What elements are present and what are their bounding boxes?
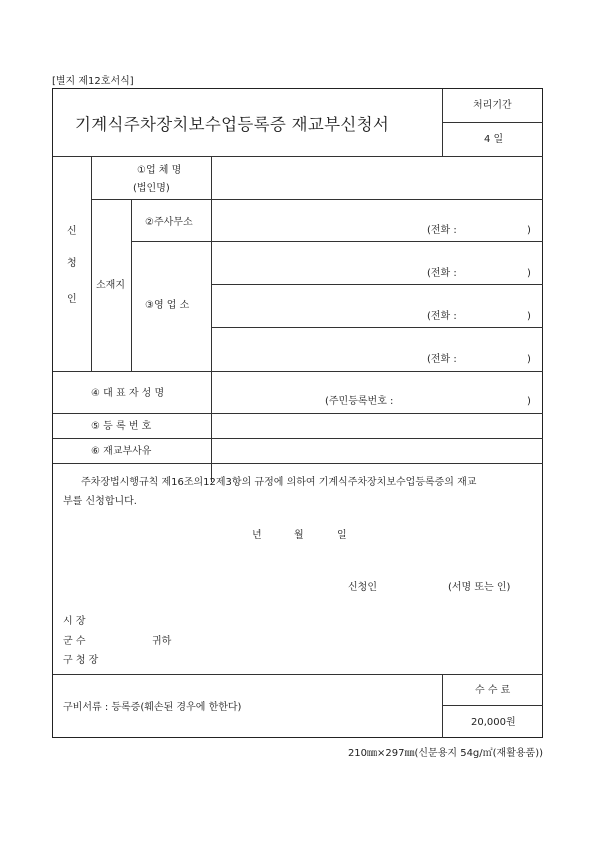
divider [211,284,543,285]
form-number-label: [별지 제12호서식] [52,76,134,87]
business-office-phone-2-close: ) [527,311,531,322]
business-office-label: ③영 업 소 [145,300,190,311]
addressee-mayor: 시 장 [63,616,86,627]
sign-or-seal-label: (서명 또는 인) [448,582,511,593]
addressee-honorific: 귀하 [152,636,172,647]
applicant-signature-label: 신청인 [348,582,377,593]
processing-period-value: 4 일 [484,134,504,145]
required-documents: 구비서류 : 등록증(훼손된 경우에 한한다) [63,702,242,713]
divider [211,156,212,482]
business-office-phone-3-close: ) [527,354,531,365]
application-form [52,88,543,738]
divider [442,122,543,123]
application-statement-line-2: 부를 신청합니다. [63,496,137,507]
paper-spec-footer: 210㎜×297㎜(신문용지 54g/㎡(재활용품)) [347,748,543,759]
divider [442,705,543,706]
reissue-reason-label: ⑥ 재교부사유 [91,446,152,457]
applicant-label-3: 인 [67,294,77,305]
date-month-label: 월 [294,530,304,541]
divider [91,199,543,200]
business-office-phone-1: (전화 : [427,268,457,279]
date-year-label: 년 [252,530,262,541]
resident-id-label: (주민등록번호 : [325,396,394,407]
addressee-district-head: 구 청 장 [63,655,99,666]
divider [91,199,92,371]
fee-label: 수 수 료 [475,685,511,696]
page-title: 기계식주차장치보수업등록증 재교부신청서 [75,115,390,134]
main-office-phone-close: ) [527,225,531,236]
addressee-county-governor: 군 수 [63,636,86,647]
resident-id-close: ) [527,396,531,407]
divider [442,674,443,738]
divider [53,438,543,439]
application-statement-line-1: 주차장법시행규칙 제16조의12제3항의 규정에 의하여 기계식주차장치보수업등록증의 재교 [81,477,477,488]
divider [53,674,543,675]
divider [131,199,132,371]
processing-period-label: 처리기간 [473,100,512,111]
divider [53,413,543,414]
location-label: 소재지 [96,280,125,291]
applicant-label-1: 신 [67,226,77,237]
representative-name-label: ④ 대 표 자 성 명 [91,388,165,399]
divider [131,241,543,242]
applicant-label-2: 청 [67,258,77,269]
business-office-phone-2: (전화 : [427,311,457,322]
registration-number-label: ⑤ 등 록 번 호 [91,421,152,432]
company-name-label: ①업 체 명 [137,165,182,176]
divider [53,156,543,157]
divider [53,371,543,372]
divider [211,327,543,328]
fee-value: 20,000원 [471,717,516,728]
main-office-phone: (전화 : [427,225,457,236]
divider [53,463,543,464]
company-name-sub-label: (법인명) [133,183,170,194]
business-office-phone-1-close: ) [527,268,531,279]
date-day-label: 일 [337,530,347,541]
main-office-label: ②주사무소 [145,217,193,228]
business-office-phone-3: (전화 : [427,354,457,365]
